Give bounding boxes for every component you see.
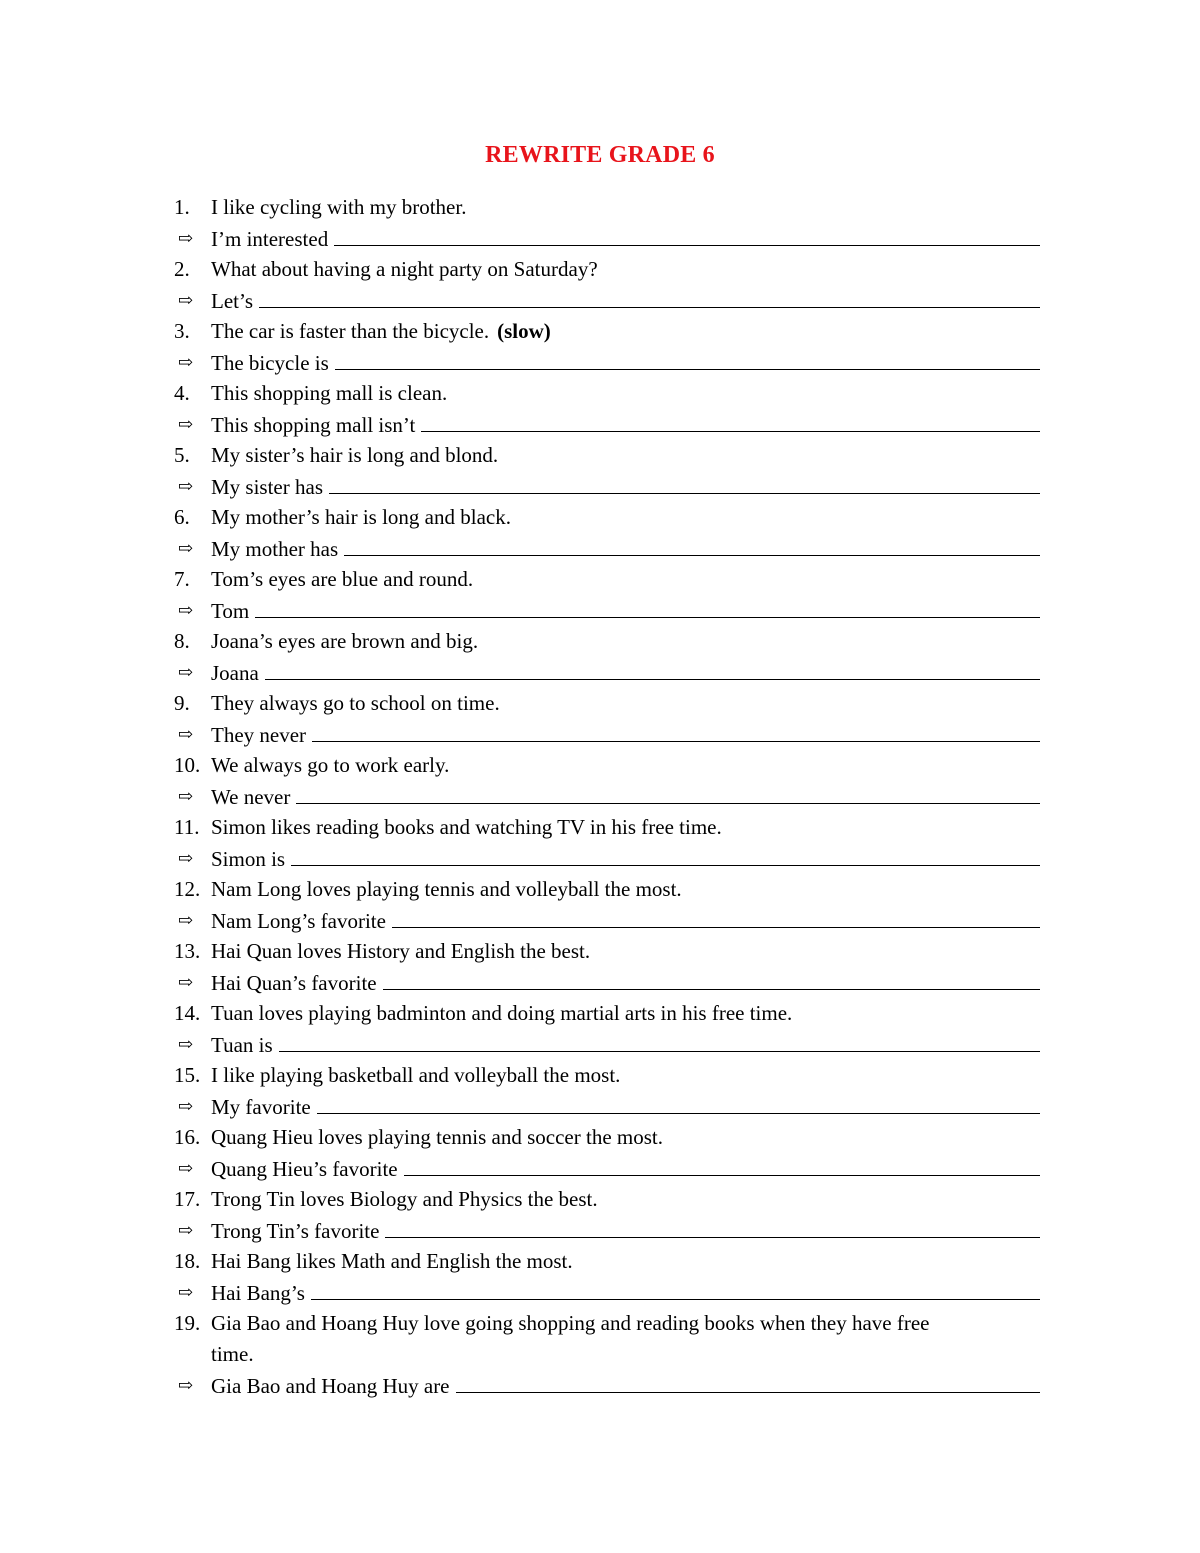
answer-item [174,1091,1054,1122]
exercise-item [174,812,1054,843]
answer-item [174,1370,1054,1401]
arrow-right-icon: ⇨ [178,1282,194,1302]
answer-prompt: We never [211,785,291,809]
exercise-item [174,1184,1054,1215]
exercise-list [174,192,1054,1401]
answer-blank[interactable] [317,1091,1040,1114]
answer-prompt: Hai Bang’s [211,1281,305,1305]
answer-item [174,719,1054,750]
item-number: 19. [174,1311,201,1335]
original-sentence: Tom’s eyes are blue and round. [211,567,474,591]
exercise-item [174,316,1054,347]
answer-item [174,843,1054,874]
answer-prompt: Trong Tin’s favorite [211,1219,380,1243]
answer-prompt: Nam Long’s favorite [211,909,386,933]
answer-item [174,347,1054,378]
exercise-item [174,1122,1054,1153]
answer-item [174,409,1054,440]
answer-prompt: They never [211,723,307,747]
original-sentence: They always go to school on time. [211,691,500,715]
answer-blank[interactable] [344,533,1040,556]
answer-prompt: I’m interested [211,227,329,251]
original-sentence: Simon likes reading books and watching TV in his free time. [211,815,722,839]
exercise-item [174,1246,1054,1277]
arrow-right-icon: ⇨ [178,662,194,682]
original-sentence: This shopping mall is clean. [211,381,448,405]
answer-blank[interactable] [329,471,1040,494]
original-sentence: I like playing basketball and volleyball the most. [211,1063,621,1087]
arrow-right-icon: ⇨ [178,290,194,310]
answer-prompt: Let’s [211,289,253,313]
answer-blank[interactable] [385,1215,1040,1238]
answer-prompt: Hai Quan’s favorite [211,971,377,995]
answer-blank[interactable] [259,285,1040,308]
arrow-right-icon: ⇨ [178,724,194,744]
answer-blank[interactable] [383,967,1040,990]
answer-blank[interactable] [421,409,1040,432]
original-sentence: Trong Tin loves Biology and Physics the best. [211,1187,598,1211]
original-sentence: Quang Hieu loves playing tennis and soccer the most. [211,1125,663,1149]
item-number: 3. [174,319,190,343]
answer-item [174,285,1054,316]
arrow-right-icon: ⇨ [178,848,194,868]
answer-blank[interactable] [311,1277,1040,1300]
answer-prompt: Tuan is [211,1033,273,1057]
arrow-right-icon: ⇨ [178,1034,194,1054]
exercise-item [174,1308,1054,1339]
arrow-right-icon: ⇨ [178,910,194,930]
answer-item [174,905,1054,936]
answer-item [174,1277,1054,1308]
original-sentence: Nam Long loves playing tennis and volleyball the most. [211,877,682,901]
answer-prompt: My favorite [211,1095,311,1119]
answer-prompt: My sister has [211,475,323,499]
answer-item [174,1153,1054,1184]
answer-prompt: The bicycle is [211,351,329,375]
answer-blank[interactable] [404,1153,1040,1176]
answer-prompt: Tom [211,599,250,623]
answer-prompt: This shopping mall isn’t [211,413,416,437]
answer-prompt: My mother has [211,537,339,561]
original-sentence: What about having a night party on Saturday? [211,257,598,281]
original-sentence: Gia Bao and Hoang Huy love going shopping and reading books when they have free [211,1311,930,1335]
item-number: 6. [174,505,190,529]
answer-blank[interactable] [392,905,1040,928]
answer-blank[interactable] [255,595,1040,618]
answer-blank[interactable] [279,1029,1040,1052]
answer-item [174,967,1054,998]
arrow-right-icon: ⇨ [178,476,194,496]
original-sentence: Joana’s eyes are brown and big. [211,629,479,653]
answer-item [174,1215,1054,1246]
original-sentence: Hai Bang likes Math and English the most. [211,1249,573,1273]
exercise-item [174,874,1054,905]
answer-item [174,471,1054,502]
exercise-item [174,192,1054,223]
exercise-item [174,998,1054,1029]
item-number: 10. [174,753,201,777]
item-number: 7. [174,567,190,591]
original-sentence: Hai Quan loves History and English the best. [211,939,591,963]
arrow-right-icon: ⇨ [178,600,194,620]
original-sentence: I like cycling with my brother. [211,195,467,219]
arrow-right-icon: ⇨ [178,228,194,248]
answer-blank[interactable] [312,719,1040,742]
item-number: 16. [174,1125,201,1149]
answer-item [174,657,1054,688]
answer-item [174,223,1054,254]
sentence-continuation: time. [211,1342,254,1366]
arrow-right-icon: ⇨ [178,1158,194,1178]
answer-blank[interactable] [291,843,1040,866]
item-number: 2. [174,257,190,281]
exercise-item [174,1060,1054,1091]
exercise-item [174,626,1054,657]
answer-blank[interactable] [334,223,1040,246]
item-number: 5. [174,443,190,467]
answer-prompt: Gia Bao and Hoang Huy are [211,1374,450,1398]
answer-prompt: Quang Hieu’s favorite [211,1157,398,1181]
arrow-right-icon: ⇨ [178,1375,194,1395]
answer-blank[interactable] [456,1370,1040,1393]
exercise-item [174,502,1054,533]
original-sentence: My sister’s hair is long and blond. [211,443,499,467]
arrow-right-icon: ⇨ [178,1096,194,1116]
answer-item [174,595,1054,626]
item-number: 15. [174,1063,201,1087]
item-number: 13. [174,939,201,963]
exercise-item [174,750,1054,781]
original-sentence: My mother’s hair is long and black. [211,505,511,529]
answer-item [174,533,1054,564]
arrow-right-icon: ⇨ [178,352,194,372]
exercise-item [174,254,1054,285]
answer-prompt: Simon is [211,847,286,871]
exercise-item [174,936,1054,967]
answer-blank[interactable] [296,781,1040,804]
original-sentence: The car is faster than the bicycle. (slow) [211,319,551,343]
arrow-right-icon: ⇨ [178,538,194,558]
item-number: 14. [174,1001,201,1025]
item-number: 8. [174,629,190,653]
original-sentence: Tuan loves playing badminton and doing martial arts in his free time. [211,1001,793,1025]
exercise-item [174,688,1054,719]
worksheet-title: REWRITE GRADE 6 [485,142,715,168]
arrow-right-icon: ⇨ [178,972,194,992]
item-number: 9. [174,691,190,715]
arrow-right-icon: ⇨ [178,414,194,434]
answer-prompt: Joana [211,661,259,685]
original-sentence: We always go to work early. [211,753,450,777]
exercise-item [174,440,1054,471]
item-number: 1. [174,195,190,219]
arrow-right-icon: ⇨ [178,786,194,806]
item-number: 18. [174,1249,201,1273]
answer-blank[interactable] [335,347,1040,370]
exercise-item [174,378,1054,409]
word-hint: (slow) [497,319,551,343]
answer-item [174,1029,1054,1060]
answer-item [174,781,1054,812]
item-number: 11. [174,815,200,839]
answer-blank[interactable] [265,657,1040,680]
item-number: 4. [174,381,190,405]
exercise-item [174,564,1054,595]
arrow-right-icon: ⇨ [178,1220,194,1240]
item-number: 12. [174,877,201,901]
item-number: 17. [174,1187,201,1211]
